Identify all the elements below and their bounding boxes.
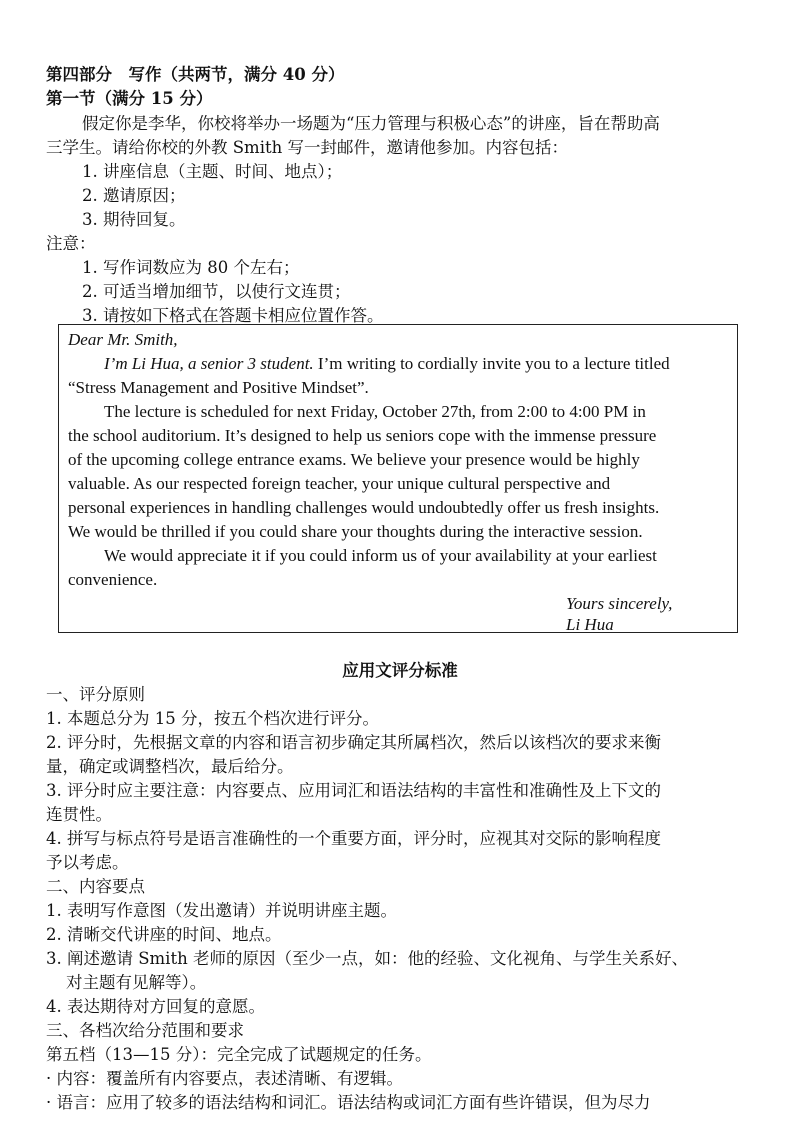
- rubric-line: 连贯性。: [46, 805, 112, 824]
- rubric-line: 3. 评分时应主要注意：内容要点、应用词汇和语法结构的丰富性和准确性及上下文的: [46, 781, 661, 800]
- letter-intro-rest: I’m writing to cordially invite you to a lecture titled: [313, 354, 670, 373]
- grade-bullet: · 内容：覆盖所有内容要点，表述清晰、有逻辑。: [46, 1069, 403, 1088]
- grade-bullet: · 语言：应用了较多的语法结构和词汇。语法结构或词汇方面有些许错误，但为尽力: [46, 1093, 651, 1112]
- content-item: 2. 邀请原因；: [82, 186, 186, 205]
- letter-line: The lecture is scheduled for next Friday, October 27th, from 2:00 to 4:00 PM in: [104, 402, 646, 421]
- rubric-line: 2. 清晰交代讲座的时间、地点。: [46, 925, 282, 944]
- rubric-line: 量，确定或调整档次，最后给分。: [46, 757, 294, 776]
- grade-five-line: 第五档（13—15 分）：完全完成了试题规定的任务。: [46, 1045, 432, 1064]
- letter-line: “Stress Management and Positive Mindset”.: [68, 378, 369, 397]
- rubric-part1-heading: 一、评分原则: [46, 685, 145, 704]
- rubric-line: 4. 拼写与标点符号是语言准确性的一个重要方面，评分时，应视其对交际的影响程度: [46, 829, 661, 848]
- letter-line: of the upcoming college entrance exams. We believe your presence would be highly: [68, 450, 640, 469]
- rubric-line: 3. 阐述邀请 Smith 老师的原因（至少一点，如：他的经验、文化视角、与学生关系好、: [46, 949, 688, 968]
- prompt-line-1: 假定你是李华，你校将举办一场题为“压力管理与积极心态”的讲座，旨在帮助高: [82, 114, 660, 133]
- letter-closing: Yours sincerely,: [566, 594, 673, 613]
- letter-line: valuable. As our respected foreign teacher, your unique cultural perspective and: [68, 474, 611, 493]
- content-item: 1. 讲座信息（主题、时间、地点）；: [82, 162, 343, 181]
- note-item: 2. 可适当增加细节，以使行文连贯；: [82, 282, 351, 301]
- letter-intro-line: [104, 353, 670, 375]
- letter-line: We would be thrilled if you could share your thoughts during the interactive session.: [68, 522, 643, 541]
- rubric-part2-heading: 二、内容要点: [46, 877, 145, 896]
- letter-intro-italic: I’m Li Hua, a senior 3 student.: [104, 354, 314, 373]
- note-item: 1. 写作词数应为 80 个左右；: [82, 258, 300, 277]
- rubric-line: 1. 本题总分为 15 分，按五个档次进行评分。: [46, 709, 379, 728]
- letter-line: personal experiences in handling challenges would undoubtedly offer us fresh insights.: [68, 498, 660, 517]
- rubric-line: 1. 表明写作意图（发出邀请）并说明讲座主题。: [46, 901, 397, 920]
- note-item: 3. 请按如下格式在答题卡相应位置作答。: [82, 306, 384, 325]
- section-heading: 第四部分 写作（共两节，满分 40 分）: [46, 65, 345, 84]
- rubric-title: 应用文评分标准: [342, 661, 458, 680]
- rubric-line: 予以考虑。: [46, 853, 129, 872]
- letter-line: the school auditorium. It’s designed to help us seniors cope with the immense pressure: [68, 426, 657, 445]
- letter-line: We would appreciate it if you could inform us of your availability at your earliest: [104, 546, 657, 565]
- note-label: 注意：: [46, 234, 96, 253]
- rubric-line: 2. 评分时，先根据文章的内容和语言初步确定其所属档次，然后以该档次的要求来衡: [46, 733, 661, 752]
- prompt-line-2: 三学生。请给你校的外教 Smith 写一封邮件，邀请他参加。内容包括：: [46, 138, 568, 157]
- rubric-line: 4. 表达期待对方回复的意愿。: [46, 997, 265, 1016]
- rubric-part3-heading: 三、各档次给分范围和要求: [46, 1021, 244, 1040]
- letter-signature: Li Hua: [566, 615, 614, 634]
- letter-salutation: Dear Mr. Smith,: [68, 330, 178, 349]
- content-item: 3. 期待回复。: [82, 210, 186, 229]
- rubric-line: 对主题有见解等）。: [66, 973, 207, 992]
- letter-line: convenience.: [68, 570, 158, 589]
- section-subheading: 第一节（满分 15 分）: [46, 89, 213, 108]
